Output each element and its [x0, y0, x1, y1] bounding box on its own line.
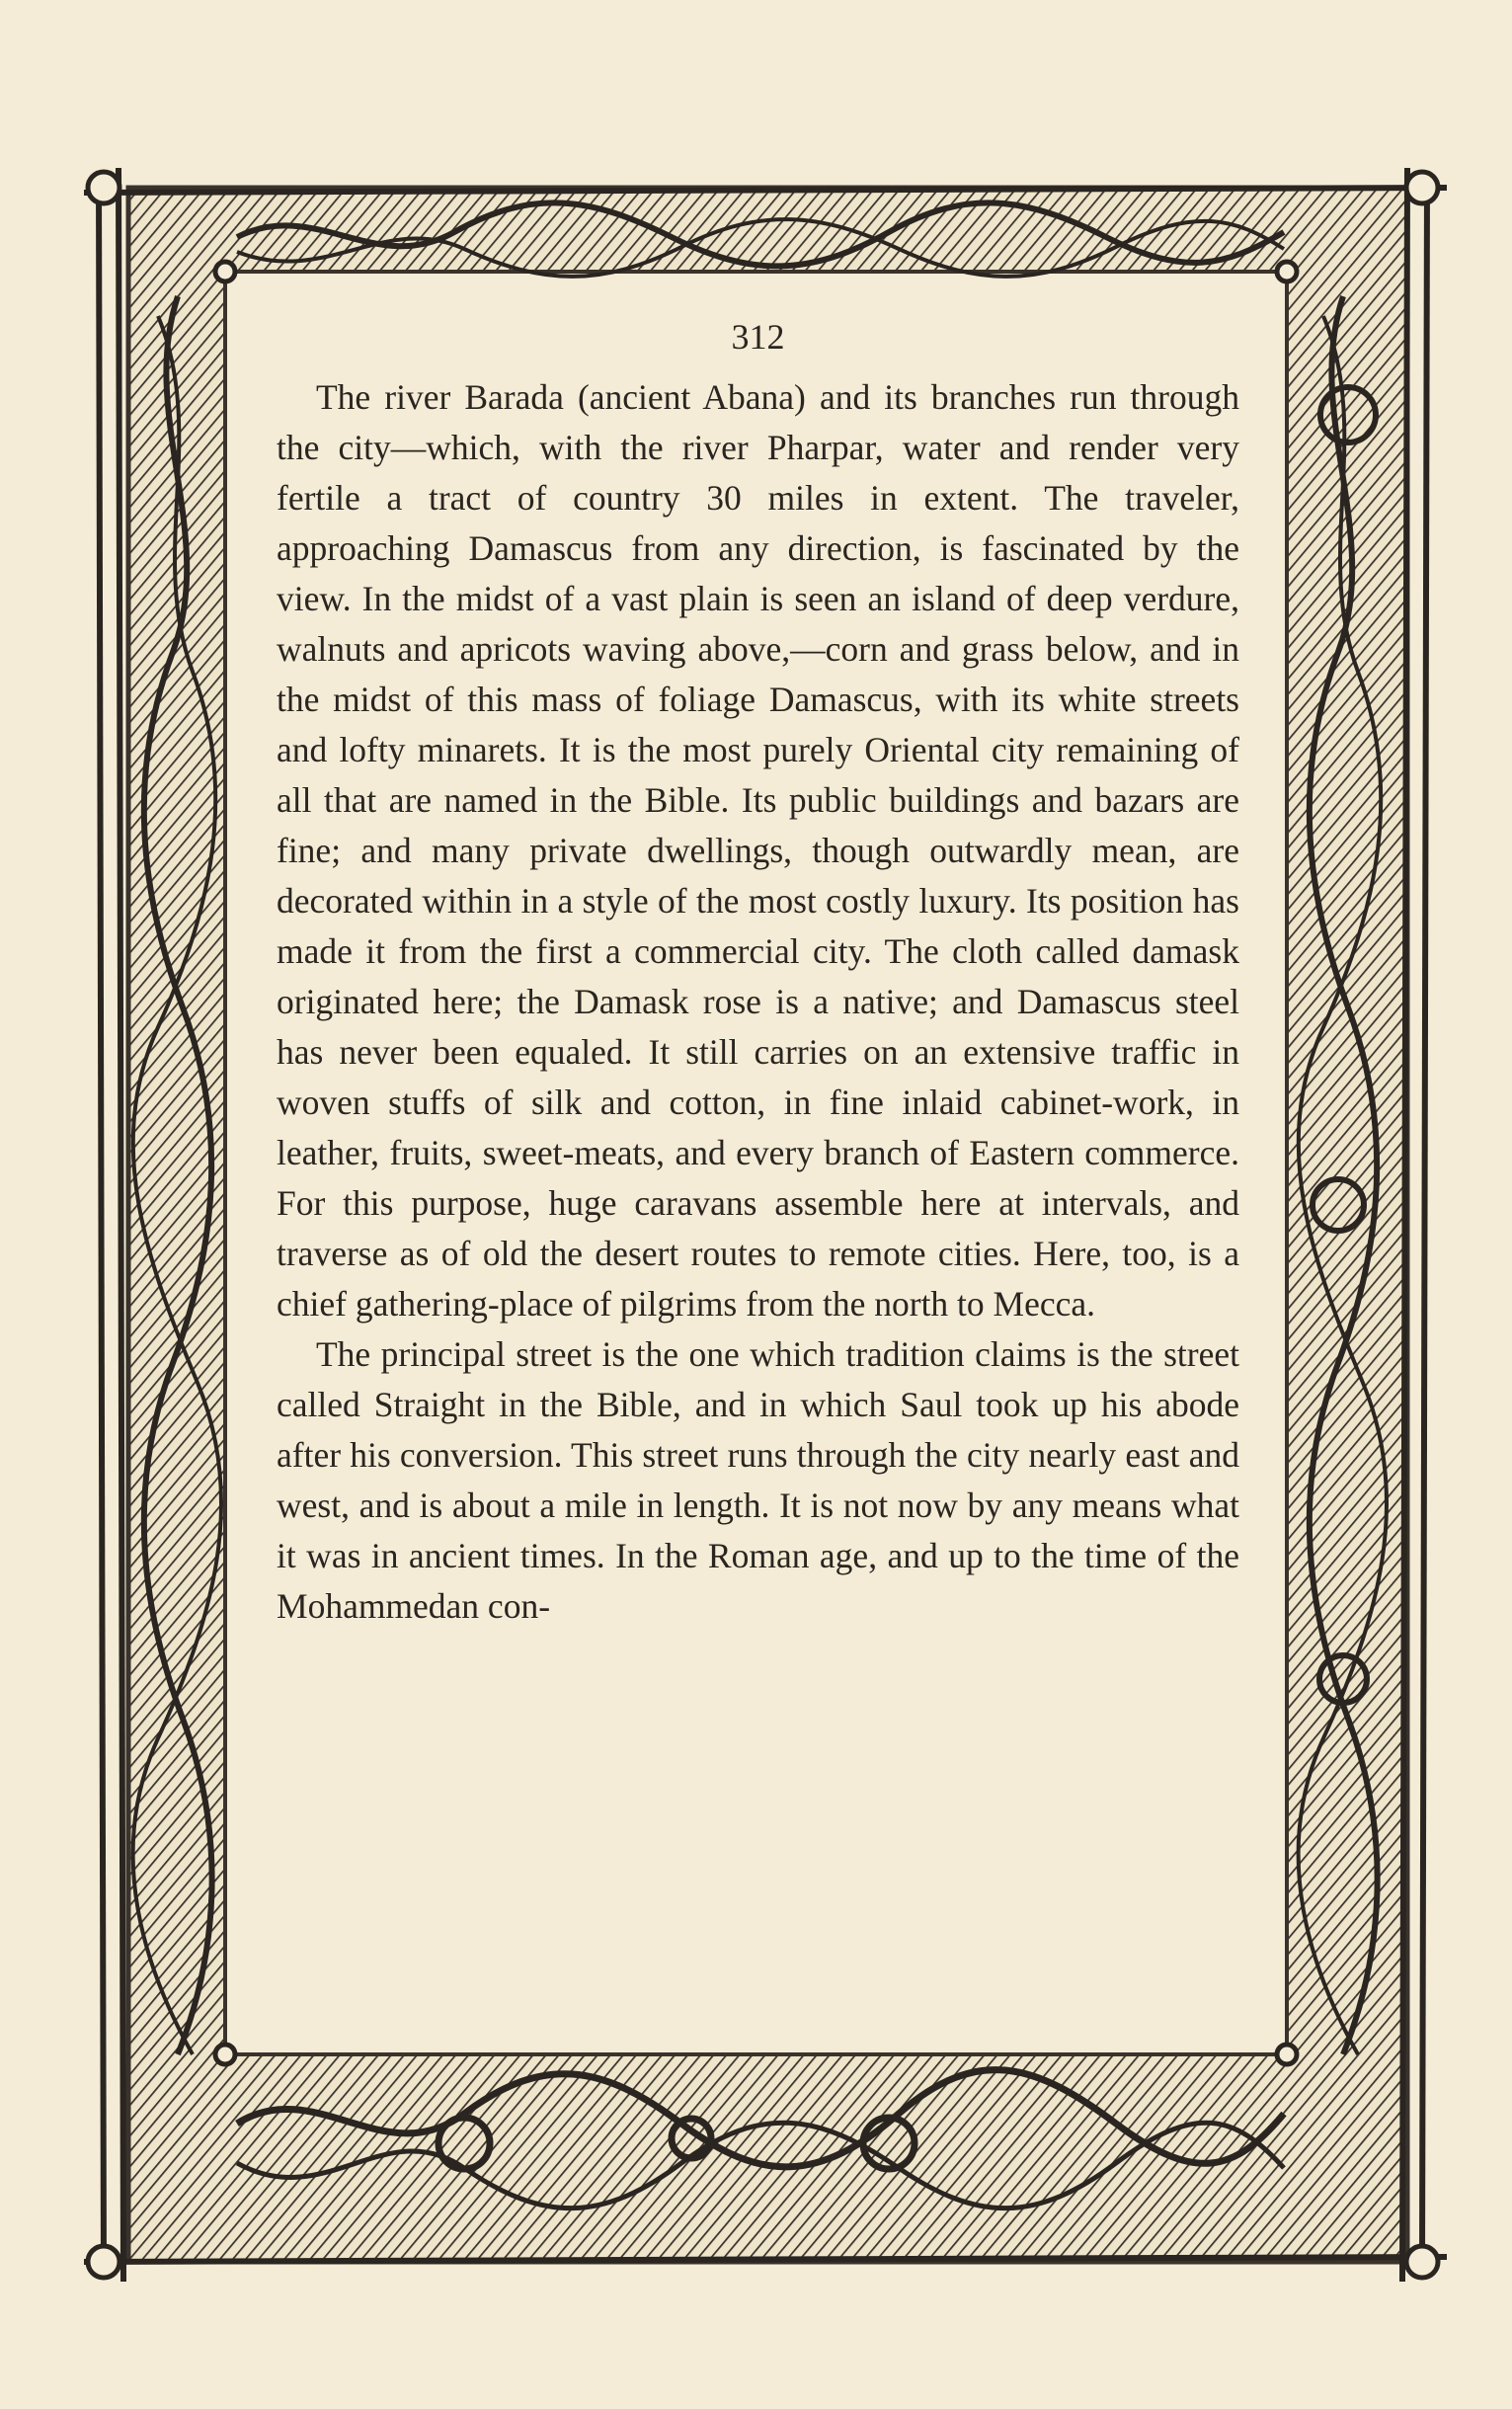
paragraph-2: The principal street is the one which tradition claims is the street called Straight in the Bible, and in which Saul took up his abode after his conversion. This street runs through the city nearly east and west, and is about a mile in length. It is not now by any means what it was in ancient times. In the Roman age, and up to the time of the Mohammedan con- — [277, 1334, 1239, 1626]
paragraph-1: The river Barada (ancient Abana) and its branches run through the city—which, with the river Pharpar, water and render very fertile a tract of country 30 miles in extent. The traveler, approaching Damascus from any direction, is fascinated by the view. In the midst of a vast plain is seen an island of deep verdure, walnuts and apricots waving above,—corn and grass below, and in the midst of this mass of foliage Damascus, with its white streets and lofty minarets. It is the most purely Oriental city remaining of all that are named in the Bible. Its public buildings and bazars are fine; and many private dwellings, though outwardly mean, are decorated within in a style of the most costly luxury. Its position has made it from the first a commercial city. The cloth called damask originated here; the Damask rose is a native; and Damascus steel has never been equaled. It still carries on an extensive traffic in woven stuffs of silk and cotton, in fine inlaid cabinet-work, in leather, fruits, sweet-meats, and every branch of Eastern commerce. For this purpose, huge caravans assemble here at intervals, and traverse as of old the desert routes to remote cities. Here, too, is a chief gathering-place of pilgrims from the north to Mecca. — [277, 377, 1239, 1324]
page-number: 312 — [731, 317, 785, 357]
page-text-area — [277, 301, 1239, 2000]
